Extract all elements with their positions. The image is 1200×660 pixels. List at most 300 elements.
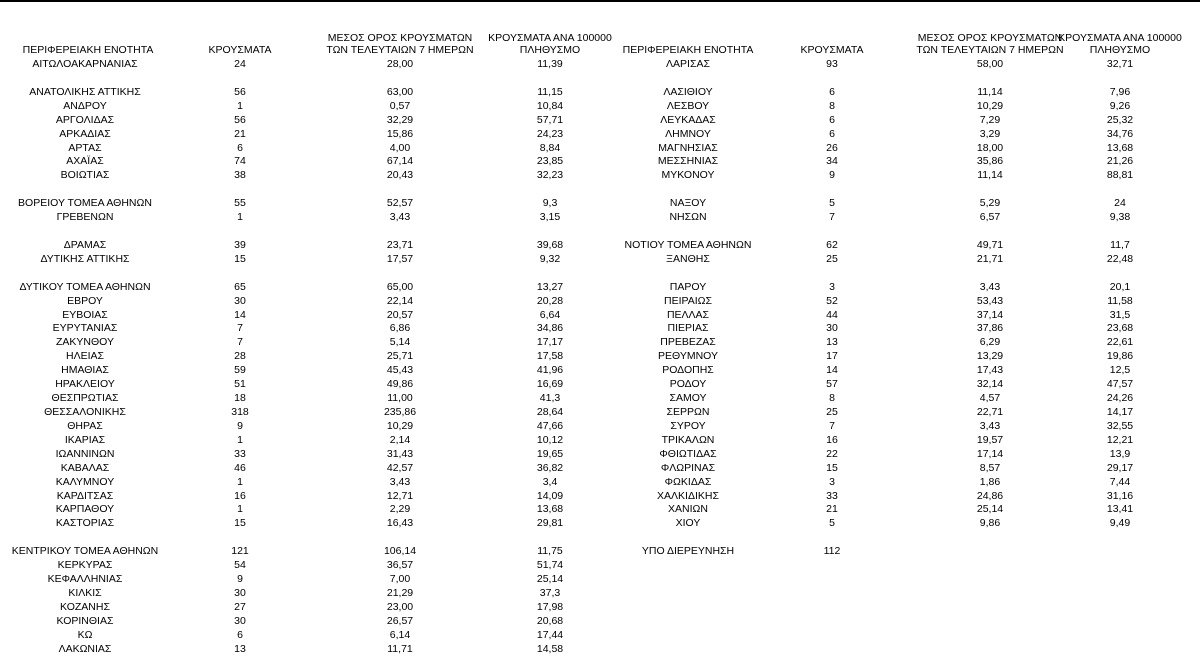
cell-cases: 16: [234, 489, 246, 502]
cell-name: ΦΩΚΙΔΑΣ: [664, 475, 712, 488]
cell-per100k: 11,7: [1110, 238, 1130, 251]
cell-cases: 56: [234, 85, 246, 98]
table-row: [0, 642, 1200, 656]
cell-name: ΞΑΝΘΗΣ: [666, 252, 710, 265]
cell-avg: 24,86: [976, 489, 1004, 502]
cell-per100k: 13,9: [1109, 447, 1131, 460]
cell-avg: 5,14: [389, 336, 411, 349]
cell-per100k: 9,49: [1109, 517, 1131, 530]
cell-per100k: 47,66: [536, 419, 564, 432]
table-row: [0, 391, 1200, 405]
cell-per100k: 24: [1114, 197, 1126, 210]
cell-avg: 235,86: [383, 406, 417, 418]
cell-cases: 15: [234, 252, 246, 265]
cell-per100k: 12,5: [1109, 364, 1131, 377]
cell-cases: 46: [234, 461, 246, 474]
cell-name: ΑΝΑΤΟΛΙΚΗΣ ΑΤΤΙΚΗΣ: [29, 85, 141, 98]
cell-name: ΜΕΣΣΗΝΙΑΣ: [657, 155, 719, 168]
cell-cases: 56: [234, 113, 246, 126]
cell-per100k: 11,39: [537, 58, 563, 70]
cell-avg: 4,00: [389, 141, 411, 154]
cell-cases: 65: [234, 280, 246, 293]
cell-per100k: 17,58: [536, 350, 564, 363]
cell-per100k: 14,09: [536, 489, 564, 502]
cell-name: ΛΑΣΙΘΙΟΥ: [663, 85, 713, 98]
cell-name: ΚΑΡΔΙΤΣΑΣ: [56, 489, 114, 502]
cell-name: ΛΕΥΚΑΔΑΣ: [660, 113, 716, 126]
cell-avg: 8,57: [979, 461, 1001, 474]
cell-avg: 32,29: [386, 113, 414, 126]
cell-name: ΦΘΙΩΤΙΔΑΣ: [659, 447, 717, 460]
table-row: [0, 502, 1200, 516]
cell-per100k: 25,14: [536, 573, 564, 586]
cell-per100k: 51,74: [536, 559, 564, 572]
cell-per100k: 24,26: [1106, 392, 1134, 405]
cell-name: ΑΡΚΑΔΙΑΣ: [59, 127, 111, 140]
cell-per100k: 13,27: [536, 280, 564, 293]
cell-cases: 15: [826, 461, 838, 474]
right-header-cases: ΚΡΟΥΣΜΑΤΑ: [800, 44, 864, 56]
cell-per100k: 6,64: [539, 308, 561, 321]
cell-cases: 51: [234, 378, 246, 391]
cell-name: ΙΩΑΝΝΙΝΩΝ: [55, 447, 115, 460]
cell-per100k: 34,86: [536, 322, 564, 335]
cell-name: ΣΥΡΟΥ: [670, 419, 706, 432]
cell-per100k: 9,3: [542, 197, 558, 210]
table-row: [0, 447, 1200, 461]
cell-avg: 17,57: [386, 252, 414, 265]
cell-per100k: 12,21: [1106, 433, 1134, 446]
table-row: [0, 252, 1200, 266]
cell-name: ΝΟΤΙΟΥ ΤΟΜΕΑ ΑΘΗΝΩΝ: [624, 238, 752, 251]
table-row: [0, 544, 1200, 558]
cell-avg: 20,43: [386, 169, 414, 182]
table-row: [0, 308, 1200, 322]
cell-per100k: 14,58: [536, 642, 564, 655]
cell-per100k: 29,81: [536, 517, 564, 530]
cell-cases: 6: [829, 113, 835, 126]
right-header-avg-line1: ΜΕΣΟΣ ΟΡΟΣ ΚΡΟΥΣΜΑΤΩΝ: [917, 32, 1063, 44]
cell-per100k: 7,96: [1109, 85, 1131, 98]
cell-per100k: 17,44: [536, 628, 564, 641]
left-header-cases: ΚΡΟΥΣΜΑΤΑ: [208, 44, 272, 56]
cell-cases: 6: [237, 141, 243, 154]
table-row: [0, 558, 1200, 572]
left-header-region: ΠΕΡΙΦΕΡΕΙΑΚΗ ΕΝΟΤΗΤΑ: [22, 44, 154, 56]
cell-cases: 21: [826, 503, 838, 516]
cell-avg: 21,29: [386, 586, 414, 599]
cell-name: ΚΟΡΙΝΘΙΑΣ: [56, 614, 114, 627]
table-row: [0, 196, 1200, 210]
cell-avg: 6,57: [979, 211, 1001, 224]
cell-name: ΘΕΣΣΑΛΟΝΙΚΗΣ: [44, 406, 126, 418]
cell-avg: 25,14: [976, 503, 1004, 516]
cell-name: ΔΥΤΙΚΟΥ ΤΟΜΕΑ ΑΘΗΝΩΝ: [19, 280, 151, 293]
cell-cases: 318: [231, 406, 249, 418]
cell-avg: 18,00: [976, 141, 1004, 154]
table-row: [0, 614, 1200, 628]
cell-avg: 22,71: [976, 406, 1004, 418]
cell-name: ΙΚΑΡΙΑΣ: [64, 433, 106, 446]
table-row: [0, 154, 1200, 168]
cell-cases: 7: [829, 211, 835, 224]
cell-cases: 55: [234, 197, 246, 210]
cell-cases: 33: [826, 489, 838, 502]
cell-per100k: 22,48: [1106, 252, 1134, 265]
left-header-per100k-line1: ΚΡΟΥΣΜΑΤΑ ΑΝΑ 100000: [488, 32, 612, 44]
cell-name: ΛΗΜΝΟΥ: [665, 127, 711, 140]
cell-name: ΒΟΙΩΤΙΑΣ: [60, 169, 110, 182]
cell-avg: 36,57: [386, 559, 414, 572]
cell-name: ΚΑΡΠΑΘΟΥ: [55, 503, 115, 516]
cell-avg: 15,86: [386, 127, 414, 140]
cell-cases: 3: [829, 280, 835, 293]
right-header-region: ΠΕΡΙΦΕΡΕΙΑΚΗ ΕΝΟΤΗΤΑ: [622, 44, 754, 56]
cell-per100k: 3,4: [542, 475, 558, 488]
cell-name: ΗΛΕΙΑΣ: [65, 350, 104, 363]
cell-name: ΡΟΔΟΠΗΣ: [662, 364, 714, 377]
cell-avg: 58,00: [976, 58, 1004, 70]
cell-avg: 106,14: [383, 545, 417, 558]
cell-cases: 38: [234, 169, 246, 182]
cell-name: ΕΥΒΟΙΑΣ: [62, 308, 108, 321]
cell-name: ΣΕΡΡΩΝ: [666, 406, 710, 418]
cell-name: ΛΕΣΒΟΥ: [666, 99, 710, 112]
cell-avg: 42,57: [386, 461, 414, 474]
cell-cases: 6: [237, 628, 243, 641]
table-row: [0, 321, 1200, 335]
cell-cases: 7: [829, 419, 835, 432]
table-row: [0, 516, 1200, 530]
cell-avg: 2,14: [389, 433, 411, 446]
cell-cases: 1: [237, 475, 243, 488]
cell-cases: 14: [826, 364, 838, 377]
cell-per100k: 20,1: [1109, 280, 1131, 293]
table-row: [0, 57, 1200, 71]
cell-name: ΚΕΡΚΥΡΑΣ: [57, 559, 113, 572]
cell-cases: 1: [237, 503, 243, 516]
cell-per100k: 17,17: [536, 336, 564, 349]
cell-name: ΧΑΝΙΩΝ: [668, 503, 708, 516]
cell-cases: 30: [234, 586, 246, 599]
cell-cases: 26: [826, 141, 838, 154]
cell-avg: 22,14: [386, 294, 414, 307]
cell-cases: 27: [234, 600, 246, 613]
cell-cases: 13: [234, 642, 246, 655]
cell-avg: 32,14: [976, 378, 1004, 391]
cell-cases: 62: [826, 238, 838, 251]
right-header-per100k-line1: ΚΡΟΥΣΜΑΤΑ ΑΝΑ 100000: [1058, 32, 1182, 44]
cell-per100k: 88,81: [1106, 169, 1134, 182]
cell-cases: 9: [829, 169, 835, 182]
cell-avg: 28,00: [386, 58, 414, 70]
cell-cases: 21: [234, 127, 246, 140]
cell-per100k: 31,5: [1109, 308, 1131, 321]
cell-per100k: 20,28: [536, 294, 564, 307]
cell-per100k: 13,68: [1106, 141, 1134, 154]
table-row: [0, 238, 1200, 252]
cell-name: ΧΙΟΥ: [675, 517, 701, 530]
cell-name: ΠΑΡΟΥ: [669, 280, 707, 293]
cell-name: ΒΟΡΕΙΟΥ ΤΟΜΕΑ ΑΘΗΝΩΝ: [18, 197, 152, 210]
cell-per100k: 22,61: [1106, 336, 1134, 349]
cell-name: ΚΩ: [77, 628, 93, 641]
cell-cases: 30: [234, 614, 246, 627]
cell-avg: 63,00: [386, 85, 414, 98]
cell-avg: 20,57: [386, 308, 414, 321]
cell-name: ΝΗΣΩΝ: [669, 211, 707, 224]
cell-avg: 35,86: [976, 155, 1004, 168]
table-row: [0, 489, 1200, 503]
table-row: [0, 586, 1200, 600]
cell-name: ΚΕΦΑΛΛΗΝΙΑΣ: [47, 573, 123, 586]
cell-per100k: 41,3: [539, 392, 561, 405]
cell-name: ΚΑΛΥΜΝΟΥ: [55, 475, 115, 488]
table-row: [0, 461, 1200, 475]
cell-avg: 65,00: [386, 280, 414, 293]
cell-per100k: 32,55: [1106, 419, 1134, 432]
cell-cases: 74: [234, 155, 246, 168]
table-row: [0, 600, 1200, 614]
cell-avg: 6,14: [389, 628, 411, 641]
cell-cases: 9: [237, 573, 243, 586]
cell-cases: 6: [829, 127, 835, 140]
cell-per100k: 14,17: [1106, 406, 1134, 418]
cell-name: ΑΙΤΩΛΟΑΚΑΡΝΑΝΙΑΣ: [32, 58, 138, 70]
cell-per100k: 39,68: [536, 238, 564, 251]
cell-name: ΑΡΤΑΣ: [68, 141, 102, 154]
table-row: [0, 85, 1200, 99]
table-row: [0, 335, 1200, 349]
cell-cases: 8: [829, 99, 835, 112]
cell-cases: 25: [826, 406, 838, 418]
cell-per100k: 13,41: [1106, 503, 1134, 516]
cell-name: ΔΥΤΙΚΗΣ ΑΤΤΙΚΗΣ: [40, 252, 130, 265]
cell-avg: 4,57: [979, 392, 1001, 405]
cell-per100k: 21,26: [1106, 155, 1134, 168]
cell-per100k: 34,76: [1106, 127, 1134, 140]
cell-per100k: 23,85: [536, 155, 564, 168]
cell-avg: 9,86: [979, 517, 1001, 530]
cell-per100k: 9,32: [539, 252, 561, 265]
cell-name: ΑΧΑΪΑΣ: [66, 155, 104, 168]
cell-avg: 16,43: [386, 517, 414, 530]
cell-avg: 17,43: [976, 364, 1004, 377]
cell-avg: 0,57: [389, 99, 411, 112]
cell-per100k: 47,57: [1106, 378, 1134, 391]
cell-avg: 6,86: [389, 322, 411, 335]
cell-avg: 7,29: [979, 113, 1001, 126]
cell-avg: 19,57: [976, 433, 1004, 446]
cell-cases: 52: [826, 294, 838, 307]
table-row: [0, 294, 1200, 308]
cell-name: ΥΠΟ ΔΙΕΡΕΥΝΗΣΗ: [641, 545, 735, 558]
table-row: [0, 433, 1200, 447]
cell-per100k: 25,32: [1106, 113, 1134, 126]
cell-cases: 112: [823, 545, 841, 558]
cell-name: ΖΑΚΥΝΘΟΥ: [55, 336, 114, 349]
cell-avg: 10,29: [386, 419, 414, 432]
cell-name: ΦΛΩΡΙΝΑΣ: [660, 461, 716, 474]
cell-name: ΠΕΙΡΑΙΩΣ: [664, 294, 712, 307]
cell-per100k: 19,65: [536, 447, 564, 460]
cell-cases: 54: [234, 559, 246, 572]
table-row: [0, 349, 1200, 363]
table-row: [0, 141, 1200, 155]
cell-cases: 18: [234, 392, 246, 405]
table-row: [0, 363, 1200, 377]
cell-name: ΚΑΣΤΟΡΙΑΣ: [55, 517, 115, 530]
table-row: [0, 572, 1200, 586]
cell-avg: 12,71: [386, 489, 414, 502]
cell-per100k: 9,26: [1109, 99, 1131, 112]
cell-avg: 37,86: [976, 322, 1004, 335]
cell-per100k: 36,82: [536, 461, 564, 474]
cell-name: ΣΑΜΟΥ: [669, 392, 707, 405]
cell-name: ΘΗΡΑΣ: [67, 419, 103, 432]
cell-per100k: 10,12: [536, 433, 564, 446]
cell-per100k: 19,86: [1106, 350, 1134, 363]
cell-avg: 11,71: [387, 642, 413, 655]
cell-cases: 9: [237, 419, 243, 432]
cell-cases: 44: [826, 308, 838, 321]
cell-cases: 121: [231, 545, 249, 558]
cell-per100k: 20,68: [536, 614, 564, 627]
right-header-per100k: [1040, 32, 1200, 56]
cell-avg: 49,71: [976, 238, 1004, 251]
cell-cases: 1: [237, 211, 243, 224]
cell-avg: 10,29: [976, 99, 1004, 112]
cell-avg: 13,29: [976, 350, 1004, 363]
cell-per100k: 13,68: [536, 503, 564, 516]
table-row: [0, 168, 1200, 182]
table-row: [0, 280, 1200, 294]
cell-name: ΑΡΓΟΛΙΔΑΣ: [55, 113, 115, 126]
cell-avg: 6,29: [979, 336, 1001, 349]
cell-per100k: 24,23: [536, 127, 564, 140]
table-row: [0, 127, 1200, 141]
cell-avg: 1,86: [979, 475, 1001, 488]
cell-per100k: 41,96: [536, 364, 564, 377]
cell-name: ΛΑΚΩΝΙΑΣ: [58, 642, 112, 655]
cell-name: ΡΕΘΥΜΝΟΥ: [657, 350, 718, 363]
cell-per100k: 32,71: [1106, 58, 1134, 70]
cell-name: ΑΝΔΡΟΥ: [63, 99, 107, 112]
left-header-avg-line2: ΤΩΝ ΤΕΛΕΥΤΑΙΩΝ 7 ΗΜΕΡΩΝ: [326, 44, 474, 56]
table-row: [0, 419, 1200, 433]
cell-per100k: 16,69: [536, 378, 564, 391]
cell-cases: 1: [237, 433, 243, 446]
cell-cases: 28: [234, 350, 246, 363]
cell-avg: 5,29: [979, 197, 1001, 210]
cell-name: ΠΙΕΡΙΑΣ: [667, 322, 709, 335]
cell-name: ΛΑΡΙΣΑΣ: [666, 58, 710, 70]
cell-avg: 3,43: [979, 419, 1001, 432]
cell-avg: 2,29: [389, 503, 411, 516]
cell-cases: 22: [826, 447, 838, 460]
cell-avg: 3,43: [389, 475, 411, 488]
cell-per100k: 23,68: [1106, 322, 1134, 335]
left-header-per100k-line2: ΠΛΗΘΥΣΜΟ: [519, 44, 581, 56]
cell-per100k: 10,84: [536, 99, 564, 112]
cell-cases: 1: [237, 99, 243, 112]
cell-cases: 30: [826, 322, 838, 335]
cell-cases: 39: [234, 238, 246, 251]
cell-cases: 15: [234, 517, 246, 530]
table-row: [0, 377, 1200, 391]
cell-name: ΕΥΡΥΤΑΝΙΑΣ: [52, 322, 118, 335]
cell-name: ΠΕΛΛΑΣ: [666, 308, 710, 321]
cell-cases: 16: [826, 433, 838, 446]
cell-avg: 49,86: [386, 378, 414, 391]
cell-per100k: 17,98: [536, 600, 564, 613]
table-row: [0, 405, 1200, 419]
table-row: [0, 113, 1200, 127]
cell-cases: 34: [826, 155, 838, 168]
cell-avg: 52,57: [386, 197, 414, 210]
cell-avg: 26,57: [386, 614, 414, 627]
cell-avg: 3,43: [389, 211, 411, 224]
cell-avg: 7,00: [389, 573, 411, 586]
cell-avg: 37,14: [976, 308, 1004, 321]
cell-name: ΤΡΙΚΑΛΩΝ: [661, 433, 715, 446]
cell-cases: 30: [234, 294, 246, 307]
cell-name: ΔΡΑΜΑΣ: [63, 238, 107, 251]
cell-avg: 3,43: [979, 280, 1001, 293]
cell-cases: 3: [829, 475, 835, 488]
cell-avg: 67,14: [386, 155, 414, 168]
cell-per100k: 9,38: [1109, 211, 1131, 224]
cell-per100k: 11,75: [537, 545, 563, 558]
cell-cases: 33: [234, 447, 246, 460]
cell-avg: 25,71: [386, 350, 414, 363]
cell-per100k: 11,58: [1107, 294, 1133, 307]
cell-avg: 45,43: [386, 364, 414, 377]
cell-avg: 53,43: [976, 294, 1004, 307]
cell-cases: 13: [826, 336, 838, 349]
cell-per100k: 8,84: [539, 141, 561, 154]
cell-per100k: 11,15: [537, 85, 563, 98]
cell-cases: 25: [826, 252, 838, 265]
cell-cases: 6: [829, 85, 835, 98]
cell-avg: 11,14: [977, 169, 1003, 182]
cell-cases: 93: [826, 58, 838, 70]
cell-name: ΓΡΕΒΕΝΩΝ: [56, 211, 114, 224]
cell-name: ΗΡΑΚΛΕΙΟΥ: [55, 378, 115, 391]
cell-cases: 7: [237, 336, 243, 349]
cell-avg: 31,43: [386, 447, 414, 460]
cell-cases: 59: [234, 364, 246, 377]
cell-name: ΚΑΒΑΛΑΣ: [60, 461, 110, 474]
cell-avg: 23,71: [386, 238, 414, 251]
cell-name: ΡΟΔΟΥ: [669, 378, 707, 391]
cell-cases: 17: [826, 350, 838, 363]
right-header-avg-line2: ΤΩΝ ΤΕΛΕΥΤΑΙΩΝ 7 ΗΜΕΡΩΝ: [916, 44, 1064, 56]
table-row: [0, 99, 1200, 113]
cell-name: ΚΕΝΤΡΙΚΟΥ ΤΟΜΕΑ ΑΘΗΝΩΝ: [11, 545, 159, 558]
cell-cases: 7: [237, 322, 243, 335]
left-header-avg-line1: ΜΕΣΟΣ ΟΡΟΣ ΚΡΟΥΣΜΑΤΩΝ: [327, 32, 473, 44]
cell-cases: 5: [829, 197, 835, 210]
cell-avg: 21,71: [976, 252, 1004, 265]
cell-avg: 23,00: [386, 600, 414, 613]
cell-per100k: 37,3: [539, 586, 561, 599]
cell-per100k: 57,71: [536, 113, 564, 126]
cell-avg: 11,14: [977, 85, 1003, 98]
cell-name: ΝΑΞΟΥ: [669, 197, 707, 210]
cell-cases: 8: [829, 392, 835, 405]
cell-per100k: 28,64: [536, 406, 564, 418]
